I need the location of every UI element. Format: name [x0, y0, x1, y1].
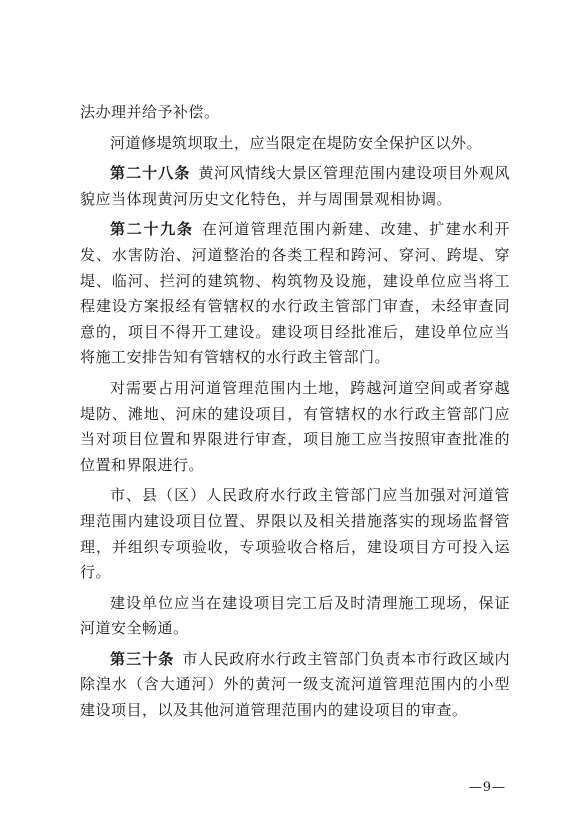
paragraph-2	[80, 131, 510, 157]
article-number: 第三十条	[110, 649, 175, 668]
paragraph-text: 黄河风情线大景区管理范围内建设项目外观风貌应当体现黄河历史文化特色，并与周围景观相协调。	[80, 164, 510, 208]
paragraph-text: 在河道管理范围内新建、改建、扩建水利开发、水害防治、河道整治的各类工程和跨河、穿河、跨堤、穿堤、临河、拦河的建筑物、构筑物及设施，建设单位应当将工程建设方案报经有管辖权的水行政主管部门审查，未经审查同意的，项目不得开工建设。建设项目经批准后，建设单位应当将施工安排告知有管辖权的水行政主管部门。	[80, 220, 510, 367]
paragraph-text: 市人民政府水行政主管部门负责本市行政区域内除湟水（含大通河）外的黄河一级支流河道管理范围内的小型建设项目，以及其他河道管理范围内的建设项目的审查。	[80, 649, 510, 720]
article-30	[80, 647, 510, 724]
paragraph-text: 河道修堤筑坝取土，应当限定在堤防安全保护区以外。	[110, 133, 483, 152]
article-28	[80, 161, 510, 212]
article-29	[80, 217, 510, 371]
page-number: —9—	[468, 780, 506, 795]
paragraph-text: 法办理并给予补偿。	[80, 103, 220, 121]
paragraph-5	[80, 376, 510, 478]
article-number: 第二十八条	[110, 164, 191, 183]
document-body	[80, 100, 510, 729]
paragraph-text: 对需要占用河道管理范围内土地，跨越河道空间或者穿越堤防、滩地、河床的建设项目，有管辖权的水行政主管部门应当对项目位置和界限进行审查，项目施工应当按照审查批准的位置和界限进行。	[80, 378, 510, 474]
article-number: 第二十九条	[110, 220, 194, 239]
paragraph-7	[80, 591, 510, 642]
paragraph-6	[80, 483, 510, 585]
paragraph-text: 建设单位应当在建设项目完工后及时清理施工现场，保证河道安全畅通。	[80, 593, 510, 638]
paragraph-text: 市、县（区）人民政府水行政主管部门应当加强对河道管理范围内建设项目位置、界限以及相关措施落实的现场监督管理，并组织专项验收，专项验收合格后，建设项目方可投入运行。	[80, 486, 510, 582]
paragraph-1	[80, 100, 510, 126]
